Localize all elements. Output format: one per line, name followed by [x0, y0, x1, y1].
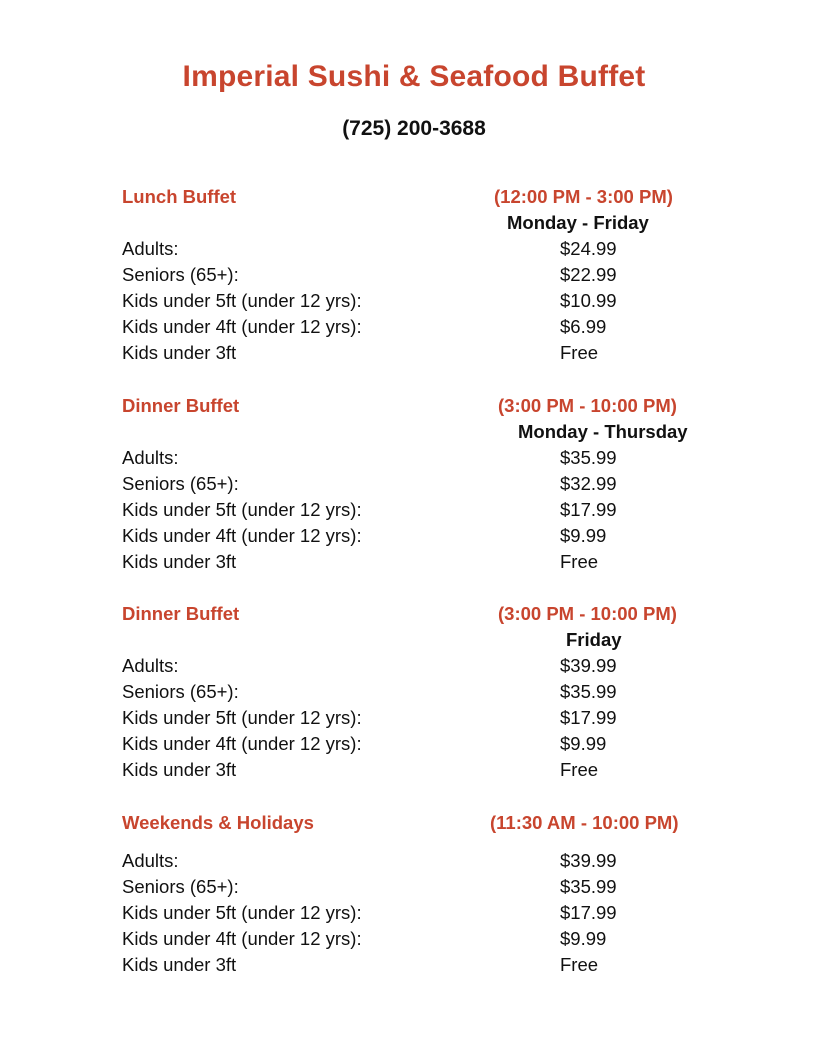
price-label: Kids under 4ft (under 12 yrs):: [122, 316, 362, 337]
price-row: [122, 902, 722, 928]
price-row: [122, 876, 722, 902]
price-value: Free: [560, 551, 599, 572]
section-title: Dinner Buffet: [122, 603, 240, 624]
price-value: $39.99: [560, 655, 617, 676]
price-value: $35.99: [560, 876, 617, 897]
price-value: $24.99: [560, 238, 617, 259]
price-label: Adults:: [122, 447, 179, 468]
price-value: $17.99: [560, 902, 617, 923]
price-label: Seniors (65+):: [122, 473, 239, 494]
price-value: $10.99: [560, 290, 617, 311]
price-label: Seniors (65+):: [122, 264, 239, 285]
price-label: Kids under 4ft (under 12 yrs):: [122, 525, 362, 546]
section-title: Lunch Buffet: [122, 186, 237, 207]
section-hours: (3:00 PM - 10:00 PM): [498, 603, 677, 624]
section-hours: (12:00 PM - 3:00 PM): [494, 186, 673, 207]
price-label: Kids under 3ft: [122, 954, 237, 975]
price-label: Kids under 3ft: [122, 759, 237, 780]
section-dinner-buffet-mon-thu: [122, 395, 722, 577]
price-row: [122, 316, 722, 342]
price-label: Kids under 5ft (under 12 yrs):: [122, 902, 362, 923]
section-header: [122, 812, 722, 838]
price-row: [122, 681, 722, 707]
price-label: Kids under 3ft: [122, 342, 237, 363]
price-value: Free: [560, 759, 599, 780]
section-days-label: Monday - Thursday: [518, 421, 688, 442]
price-value: $22.99: [560, 264, 617, 285]
price-row: [122, 264, 722, 290]
price-row: [122, 551, 722, 577]
price-label: Kids under 4ft (under 12 yrs):: [122, 733, 362, 754]
price-row: [122, 238, 722, 264]
section-title: Dinner Buffet: [122, 395, 240, 416]
section-header: [122, 603, 722, 629]
price-label: Kids under 5ft (under 12 yrs):: [122, 499, 362, 520]
price-value: $9.99: [560, 733, 607, 754]
price-value: Free: [560, 954, 599, 975]
price-label: Adults:: [122, 238, 179, 259]
price-value: Free: [560, 342, 599, 363]
page-title: Imperial Sushi & Seafood Buffet: [182, 60, 646, 93]
price-value: $9.99: [560, 928, 607, 949]
price-row: [122, 342, 722, 368]
section-lunch-buffet: [122, 186, 722, 368]
price-row: [122, 850, 722, 876]
section-weekends-holidays: [122, 812, 722, 980]
price-label: Seniors (65+):: [122, 876, 239, 897]
price-value: $32.99: [560, 473, 617, 494]
price-row: [122, 525, 722, 551]
price-row: [122, 928, 722, 954]
section-title: Weekends & Holidays: [122, 812, 314, 833]
price-row: [122, 473, 722, 499]
price-value: $17.99: [560, 499, 617, 520]
price-label: Adults:: [122, 655, 179, 676]
phone-number: (725) 200-3688: [342, 117, 486, 140]
price-row: [122, 290, 722, 316]
price-row: [122, 499, 722, 525]
price-row: [122, 954, 722, 980]
price-value: $35.99: [560, 447, 617, 468]
section-header: [122, 395, 722, 421]
price-row: [122, 447, 722, 473]
price-label: Kids under 3ft: [122, 551, 237, 572]
price-row: [122, 759, 722, 785]
price-label: Adults:: [122, 850, 179, 871]
price-value: $39.99: [560, 850, 617, 871]
price-value: $17.99: [560, 707, 617, 728]
price-label: Kids under 5ft (under 12 yrs):: [122, 290, 362, 311]
section-hours: (11:30 AM - 10:00 PM): [490, 812, 679, 833]
price-value: $6.99: [560, 316, 607, 337]
section-dinner-buffet-friday: [122, 603, 722, 785]
section-days-label: Monday - Friday: [507, 212, 649, 233]
price-row: [122, 655, 722, 681]
price-label: Kids under 5ft (under 12 yrs):: [122, 707, 362, 728]
section-header: [122, 186, 722, 212]
price-value: $9.99: [560, 525, 607, 546]
price-row: [122, 707, 722, 733]
section-days: [122, 212, 722, 238]
section-days: [122, 421, 722, 447]
section-days: [122, 629, 722, 655]
price-value: $35.99: [560, 681, 617, 702]
section-hours: (3:00 PM - 10:00 PM): [498, 395, 677, 416]
section-days-label: Friday: [566, 629, 622, 650]
price-label: Seniors (65+):: [122, 681, 239, 702]
price-label: Kids under 4ft (under 12 yrs):: [122, 928, 362, 949]
price-row: [122, 733, 722, 759]
